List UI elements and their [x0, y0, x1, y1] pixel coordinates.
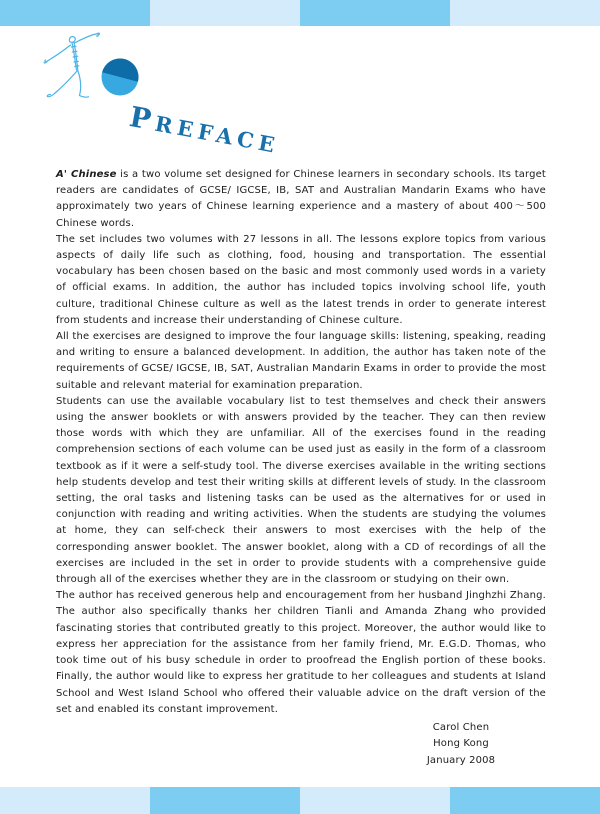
page-title-initial: P [126, 100, 159, 138]
page-title [127, 100, 283, 160]
signature-date: January 2008 [426, 754, 496, 766]
border-block [150, 787, 300, 814]
preface-body [56, 167, 546, 769]
paragraph-intro-text: is a two volume set designed for Chinese learners in secondary schools. Its target readers are candidates of GCSE/ IGCSE, IB, SAT and Australian Mandarin Exams who have approximately two years of Chinese learning experience and a mastery of about 400～500 Chinese words. [56, 169, 546, 229]
paragraph-usage: Students can use the available vocabulary list to test themselves and check their answers using the answer booklets or with answers provided by the teacher. They can then review those words with which they are unfamiliar. All of the exercises found in the reading comprehension sections of each volume can be used just as easily in the form of a classroom textbook as if it were a self-study tool. The diverse exercises available in the writing sections help students develop and test their writing skills at different levels of study. In the classroom setting, the oral tasks and listening tasks can be used as the alternatives for or used in conjunction with reading and writing activities. When the students are studying the volumes at home, they can self-check their answers to most exercises with the help of the corresponding answer booklet. The answer booklet, along with a CD of recordings of all the exercises are included in the set in order to provide students with a comprehensive guide through all of the exercises whether they are in the classroom or studying on their own. [56, 395, 546, 586]
border-block [150, 0, 300, 26]
page-title-rest: REFACE [152, 110, 282, 159]
paragraph-volumes: The set includes two volumes with 27 lessons in all. The lessons explore topics from various aspects of daily life such as clothing, food, housing and transportation. The essential vocabulary has been chosen based on the basic and most commonly used words in a variety of official exams. In addition, the author has included topics involving school life, youth culture, traditional Chinese culture as well as the latest trends in order to generate interest from students and increase their understanding of Chinese culture. [56, 233, 546, 326]
bottom-border-decoration [0, 787, 600, 814]
paragraph-skills: All the exercises are designed to improve the four language skills: listening, speaking, reading and writing to ensure a balanced development. In addition, the author has taken note of the requirements of GCSE/ IGCSE, IB, SAT, Australian Mandarin Exams in order to provide the most suitable and relevant material for examination preparation. [56, 331, 546, 391]
paragraph-acknowledgements: The author has received generous help and encouragement from her husband Jinghzhi Zhang. The author also specifically thanks her children Tianli and Amanda Zhang who provided fascinating stories that contributed greatly to this project. Moreover, the author would like to express her appreciation for the assistance from her family friend, Mr. E.G.D. Thomas, who took time out of his busy schedule in order to proofread the English portion of these books. Finally, the author would like to express her gratitude to her colleagues and students at Island School and West Island School who offered their valuable advice on the draft version of the set and enabled its constant improvement. [56, 590, 546, 715]
stick-figure-kicking-ball-icon [40, 30, 145, 104]
signature-place: Hong Kong [433, 738, 489, 750]
paragraph-intro [56, 167, 546, 232]
border-block [300, 0, 450, 26]
series-name: A' Chinese [56, 169, 117, 180]
signature-block [406, 720, 516, 770]
border-block [300, 787, 450, 814]
border-block [0, 0, 150, 26]
signature-name: Carol Chen [432, 721, 490, 733]
border-block [0, 787, 150, 814]
border-block [450, 0, 600, 26]
border-block [450, 787, 600, 814]
top-border-decoration [0, 0, 600, 26]
